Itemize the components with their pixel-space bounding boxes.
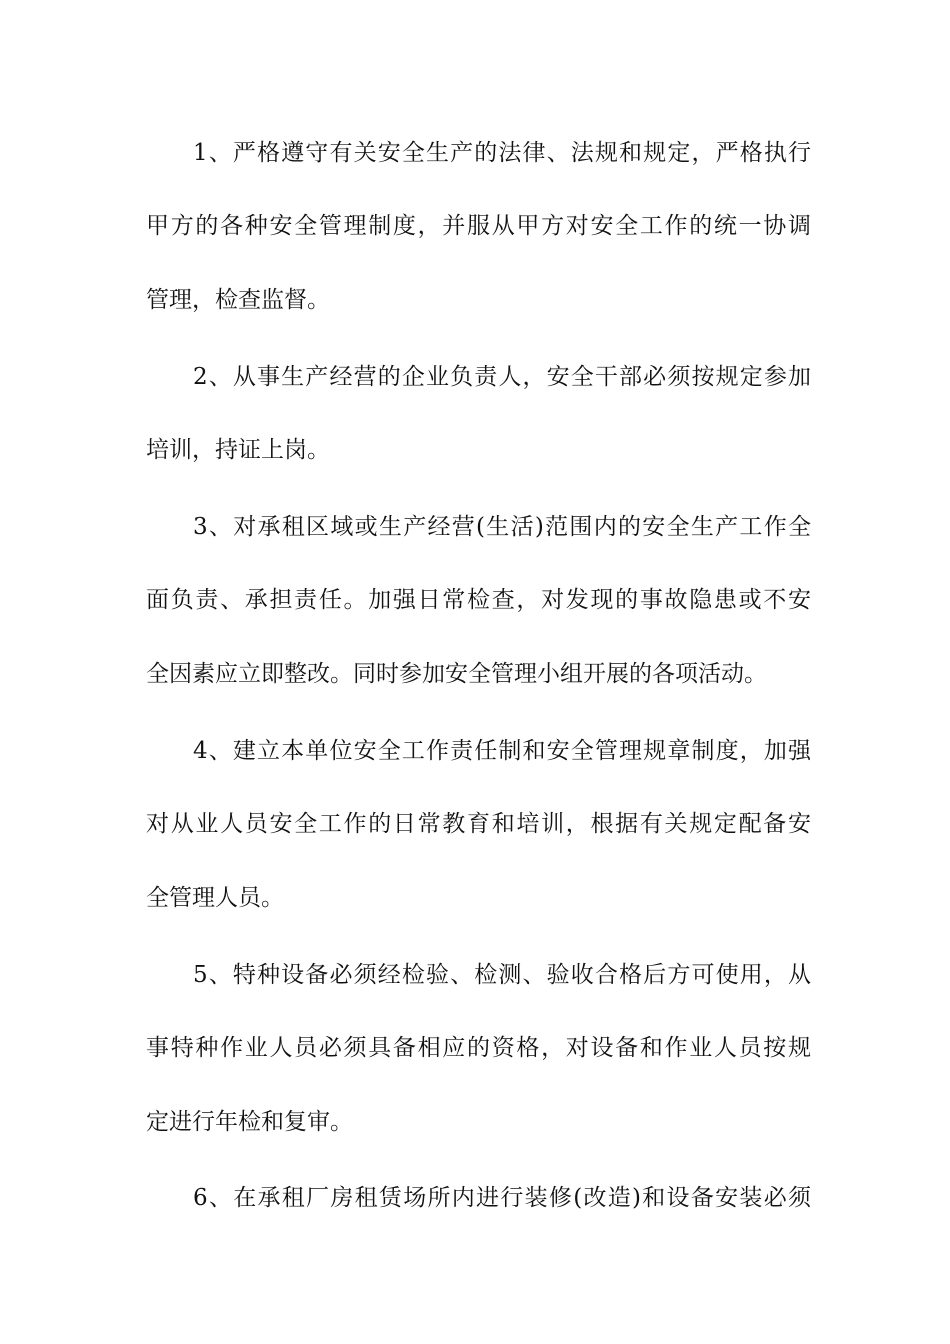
paragraph-3-line-2: 面负责、承担责任。加强日常检查，对发现的事故隐患或不安 [146, 587, 811, 613]
paragraph-3-line-1: 3、对承租区域或生产经营(生活)范围内的安全生产工作全 [193, 514, 811, 540]
paragraph-6-line-1: 6、在承租厂房租赁场所内进行装修(改造)和设备安装必须 [193, 1185, 811, 1211]
paragraph-4-line-3: 全管理人员。 [146, 885, 284, 911]
paragraph-1-line-1: 1、严格遵守有关安全生产的法律、法规和规定，严格执行 [193, 140, 811, 166]
paragraph-4-line-2: 对从业人员安全工作的日常教育和培训，根据有关规定配备安 [146, 811, 811, 837]
paragraph-1-line-2: 甲方的各种安全管理制度，并服从甲方对安全工作的统一协调 [146, 213, 811, 239]
paragraph-5-line-1: 5、特种设备必须经检验、检测、验收合格后方可使用，从 [193, 962, 811, 988]
paragraph-3-line-3: 全因素应立即整改。同时参加安全管理小组开展的各项活动。 [146, 661, 767, 687]
paragraph-4-line-1: 4、建立本单位安全工作责任制和安全管理规章制度，加强 [193, 738, 811, 764]
paragraph-5-line-3: 定进行年检和复审。 [146, 1109, 353, 1135]
paragraph-2-line-1: 2、从事生产经营的企业负责人，安全干部必须按规定参加 [193, 364, 811, 390]
paragraph-5-line-2: 事特种作业人员必须具备相应的资格，对设备和作业人员按规 [146, 1035, 811, 1061]
paragraph-1-line-3: 管理，检查监督。 [146, 287, 330, 313]
paragraph-2-line-2: 培训，持证上岗。 [146, 437, 330, 463]
